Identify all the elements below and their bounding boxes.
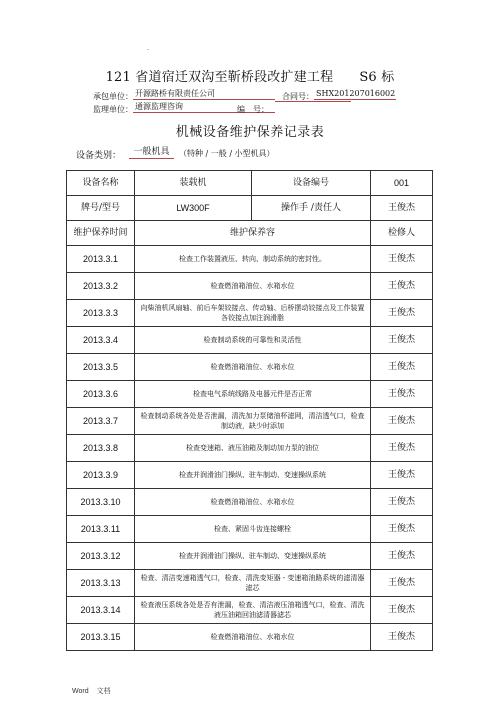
table-row [67, 489, 433, 516]
table-row [67, 597, 433, 624]
record-inspector: 王俊杰 [371, 327, 433, 354]
column-header-time: 维护保养时间 [67, 221, 135, 246]
record-inspector: 王俊杰 [371, 381, 433, 408]
section-tag: S6 标 [359, 70, 395, 85]
maintenance-table [66, 170, 433, 651]
contract-value: SHX201207016002 [316, 89, 396, 98]
table-row [67, 246, 433, 273]
table-row [67, 408, 433, 435]
operator-label: 操作手 /责任人 [252, 196, 371, 221]
table-row [67, 435, 433, 462]
record-date: 2013.3.8 [67, 435, 135, 462]
table-row [67, 570, 433, 597]
record-inspector: 王俊杰 [371, 624, 433, 651]
record-content: 检查、紧固斗齿连接螺栓 [135, 516, 371, 543]
record-content: 检查制动系统各处是否泄漏，清洗加力泵储油杯滤网，清洁透气口，检查制动液，缺少时添加 [135, 408, 371, 435]
record-date: 2013.3.10 [67, 489, 135, 516]
form-title: 机械设备维护保养记录表 [175, 125, 325, 140]
record-inspector: 王俊杰 [371, 462, 433, 489]
record-date: 2013.3.2 [67, 273, 135, 300]
record-date: 2013.3.3 [67, 300, 135, 327]
contractor-value: 开源路桥有限责任公司 [133, 88, 275, 100]
equipment-code-label: 设备编号 [252, 171, 371, 196]
record-date: 2013.3.13 [67, 570, 135, 597]
record-inspector: 王俊杰 [371, 246, 433, 273]
record-content: 向柴油机风扇轴、前后车架铰接点、传动轴、后桥摆动铰接点及工作装置各铰接点加注润滑脂 [135, 300, 371, 327]
table-row [67, 381, 433, 408]
operator-value: 王俊杰 [371, 196, 433, 221]
record-date: 2013.3.7 [67, 408, 135, 435]
record-content: 检查燃油箱油位、水箱水位 [135, 624, 371, 651]
record-content: 检查制动系统的可靠性和灵活性 [135, 327, 371, 354]
contractor-label: 承包单位： [93, 92, 133, 101]
record-inspector: 王俊杰 [371, 354, 433, 381]
record-inspector: 王俊杰 [371, 408, 433, 435]
record-date: 2013.3.12 [67, 543, 135, 570]
table-row [67, 543, 433, 570]
column-header-row [67, 221, 433, 246]
record-content: 检查燃油箱油位、水箱水位 [135, 273, 371, 300]
record-inspector: 王俊杰 [371, 273, 433, 300]
record-date: 2013.3.11 [67, 516, 135, 543]
record-inspector: 王俊杰 [371, 543, 433, 570]
record-content: 检查燃油箱油位、水箱水位 [135, 489, 371, 516]
footer [72, 686, 111, 696]
table-row [67, 624, 433, 651]
table-row [67, 273, 433, 300]
record-inspector: 王俊杰 [371, 435, 433, 462]
record-date: 2013.3.15 [67, 624, 135, 651]
supervisor-label: 监理单位： [93, 105, 133, 114]
record-date: 2013.3.4 [67, 327, 135, 354]
info-row-model [67, 196, 433, 221]
equipment-code-value: 001 [371, 171, 433, 196]
project-title-text: 121 省道宿迁双沟至靳桥段改扩建工程 [105, 70, 334, 85]
record-inspector: 王俊杰 [371, 570, 433, 597]
record-content: 检查并润滑油门操纵、驻车制动、变速操纵系统 [135, 543, 371, 570]
record-inspector: 王俊杰 [371, 489, 433, 516]
record-inspector: 王俊杰 [371, 597, 433, 624]
record-date: 2013.3.6 [67, 381, 135, 408]
record-date: 2013.3.5 [67, 354, 135, 381]
record-content: 检查、清洁变速箱透气口，检查、清洗变矩器 - 变速箱油路系统的滤清器滤芯 [135, 570, 371, 597]
record-inspector: 王俊杰 [371, 516, 433, 543]
model-value: LW300F [135, 196, 252, 221]
contract-label: 合同号： [282, 92, 314, 101]
footer-word: Word [72, 688, 89, 695]
record-content: 检查并润滑油门操纵、驻车制动、变速操纵系统 [135, 462, 371, 489]
equipment-name-label: 设备名称 [67, 171, 135, 196]
table-row [67, 300, 433, 327]
table-row [67, 327, 433, 354]
record-date: 2013.3.14 [67, 597, 135, 624]
column-header-inspector: 检修人 [371, 221, 433, 246]
category-note: （特种 / 一般 / 小型机具） [179, 149, 275, 158]
record-content: 检查变速箱、液压油箱及制动加力泵的油位 [135, 435, 371, 462]
model-label: 牌号/型号 [67, 196, 135, 221]
number-value [275, 101, 351, 102]
record-date: 2013.3.9 [67, 462, 135, 489]
footer-doc: 文档 [96, 688, 111, 695]
supervisor-value: 通源监理咨询 [133, 101, 275, 113]
record-inspector: 王俊杰 [371, 300, 433, 327]
record-content: 检查工作装置液压、转向、制动系统的密封性。 [135, 246, 371, 273]
record-date: 2013.3.1 [67, 246, 135, 273]
project-title [0, 66, 500, 85]
category-value: 一般机具 [129, 146, 174, 159]
table-row [67, 516, 433, 543]
number-label: 编 号： [237, 105, 269, 114]
column-header-content: 维护保养容 [135, 221, 371, 246]
table-row [67, 354, 433, 381]
header-mark: . [147, 44, 150, 52]
record-content: 检查燃油箱油位、水箱水位 [135, 354, 371, 381]
category-label: 设备类别： [76, 151, 122, 161]
info-row-name [67, 171, 433, 196]
record-content: 检查液压系统各处是否有泄漏，检查、清洁液压油箱透气口，检查、清洗液压油箱回油滤清器滤芯 [135, 597, 371, 624]
table-row [67, 462, 433, 489]
record-content: 检查电气系统线路及电器元件是否正常 [135, 381, 371, 408]
equipment-name-value: 装载机 [135, 171, 252, 196]
